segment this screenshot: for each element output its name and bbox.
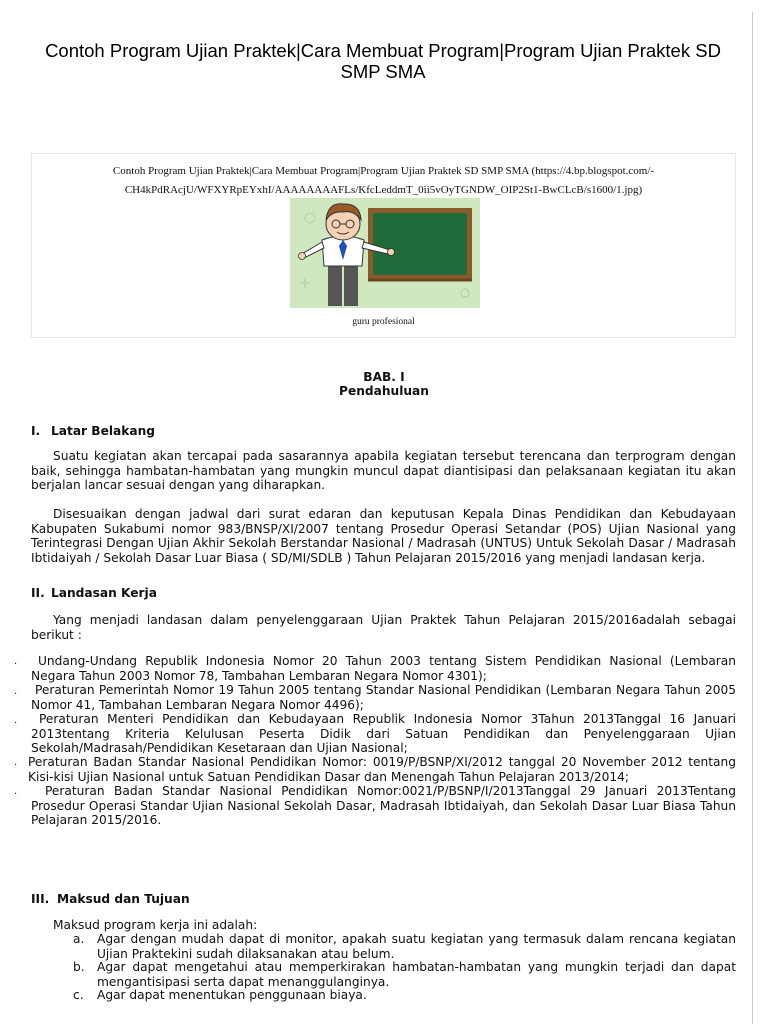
section-heading-latar-belakang xyxy=(31,424,155,439)
figure-caption-top: Contoh Program Ujian Praktek|Cara Membuat Program|Program Ujian Praktek SD SMP SMA (https://4.bp.blogspot.com/-CH4kPdRAcjU/WFXYRpEYxhI/AAAAAAAAFLs/KfcLeddmT_0ii5vOyTGNDW_OIP2St1-BwCLcB/s1600/1.jpg) xyxy=(112,165,655,196)
section-number: II. xyxy=(31,586,45,600)
section-number: I. xyxy=(31,424,41,438)
section-title: Maksud dan Tujuan xyxy=(57,892,190,906)
section-title: Landasan Kerja xyxy=(51,586,157,600)
list-item: Peraturan Badan Standar Nasional Pendidikan Nomor:0021/P/BSNP/I/2013Tanggal 29 Januari 2013Tentang Prosedur Operasi Standar Ujian Nasional Sekolah Dasar, Madrasah Ibtidaiyah, dan Sekolah Dasar Luar Biasa Tahun Pelajaran 2015/2016. xyxy=(31,784,736,828)
figure-box xyxy=(31,153,736,338)
list-item-text: Agar dengan mudah dapat di monitor, apakah suatu kegiatan yang termasuk dalam rencana kegiatan Ujian Praktekini sudah dilaksanakan atau belum. xyxy=(97,932,736,961)
section-heading-landasan-kerja xyxy=(31,586,157,601)
list-letter: c. xyxy=(73,988,84,1002)
list-bullet: . xyxy=(14,686,18,697)
chapter-title: Pendahuluan xyxy=(339,384,429,398)
chapter-label: BAB. I xyxy=(363,370,405,384)
section-heading-maksud-tujuan xyxy=(31,892,190,907)
teacher-illustration-icon xyxy=(290,198,480,308)
teacher-chalkboard-illustration xyxy=(290,198,480,308)
paragraph-latar-2 xyxy=(31,507,736,565)
list-bullet: . xyxy=(14,786,18,797)
list-item: Undang-Undang Republik Indonesia Nomor 20 Tahun 2003 tentang Sistem Pendidikan Nasional (Lembaran Negara Tahun 2003 Nomor 78, Tambahan Lembaran Negara Nomor 4301); xyxy=(31,654,736,683)
paragraph-text: Suatu kegiatan akan tercapai pada sasarannya apabila kegiatan tersebut terencana dan terprogram dengan baik, sehingga hambatan-hambatan yang mungkin muncul dapat diantisipasi dan pelaksanaan kegiatan itu akan berjalan lancar sesuai dengan yang diharapkan. xyxy=(31,449,736,493)
page-edge-rule xyxy=(752,12,753,1024)
list-letter: a. xyxy=(73,932,85,946)
list-item: Peraturan Badan Standar Nasional Pendidikan Nomor: 0019/P/BSNP/XI/2012 tanggal 20 November 2012 tentang Kisi-kisi Ujian Nasional untuk Satuan Pendidikan Dasar dan Menengah Tahun Pelajaran 2013/2014; xyxy=(28,755,736,784)
list-item: Peraturan Pemerintah Nomor 19 Tahun 2005 tentang Standar Nasional Pendidikan (Lembaran Negara Tahun 2005 Nomor 41, Tambahan Lembaran Negara Nomor 4496); xyxy=(31,683,736,712)
document-title: Contoh Program Ujian Praktek|Cara Membuat Program|Program Ujian Praktek SD SMP SMA xyxy=(45,40,721,82)
paragraph-text: Disesuaikan dengan jadwal dari surat edaran dan keputusan Kepala Dinas Pendidikan dan Kebudayaan Kabupaten Sukabumi nomor 983/BNSP/XI/2007 tentang Prosedur Operasi Setandar (POS) Ujian Nasional yang Terintegrasi Dengan Ujian Akhir Sekolah Berstandar Nasional / Madrasah (UNTUS) Untuk Sekolah Dasar / Madrasah Ibtidaiyah / Sekolah Dasar Luar Biasa ( SD/MI/SDLB ) Tahun Pelajaran 2015/2016 yang menjadi landasan kerja. xyxy=(31,507,736,565)
list-bullet: . xyxy=(14,656,18,667)
figure-caption-bottom: guru profesional xyxy=(352,317,415,327)
paragraph-text: Yang menjadi landasan dalam penyelenggaraan Ujian Praktek Tahun Pelajaran 2015/2016adalah sebagai berikut : xyxy=(31,613,736,642)
list-item-text: Agar dapat mengetahui atau memperkirakan hambatan-hambatan yang mungkin terjadi dan dapat mengantisipasi serta dapat menanggulanginya. xyxy=(97,960,736,989)
list-bullet: . xyxy=(14,757,18,768)
paragraph-latar-1 xyxy=(31,449,736,493)
list-letter: b. xyxy=(73,960,85,974)
list-item-text: Agar dapat menentukan penggunaan biaya. xyxy=(97,988,367,1002)
paragraph-maksud-intro: Maksud program kerja ini adalah: xyxy=(53,918,258,932)
list-bullet: . xyxy=(14,715,18,726)
section-title: Latar Belakang xyxy=(51,424,155,438)
section-number: III. xyxy=(31,892,50,906)
list-item: Peraturan Menteri Pendidikan dan Kebudayaan Republik Indonesia Nomor 3Tahun 2013Tanggal 16 Januari 2013tentang Kriteria Kelulusan Peserta Didik dari Satuan Pendidikan dan Penyelenggaraan Ujian Sekolah/Madrasah/Pendidikan Kesetaraan dan Ujian Nasional; xyxy=(31,712,736,756)
paragraph-landasan-intro xyxy=(31,613,736,642)
